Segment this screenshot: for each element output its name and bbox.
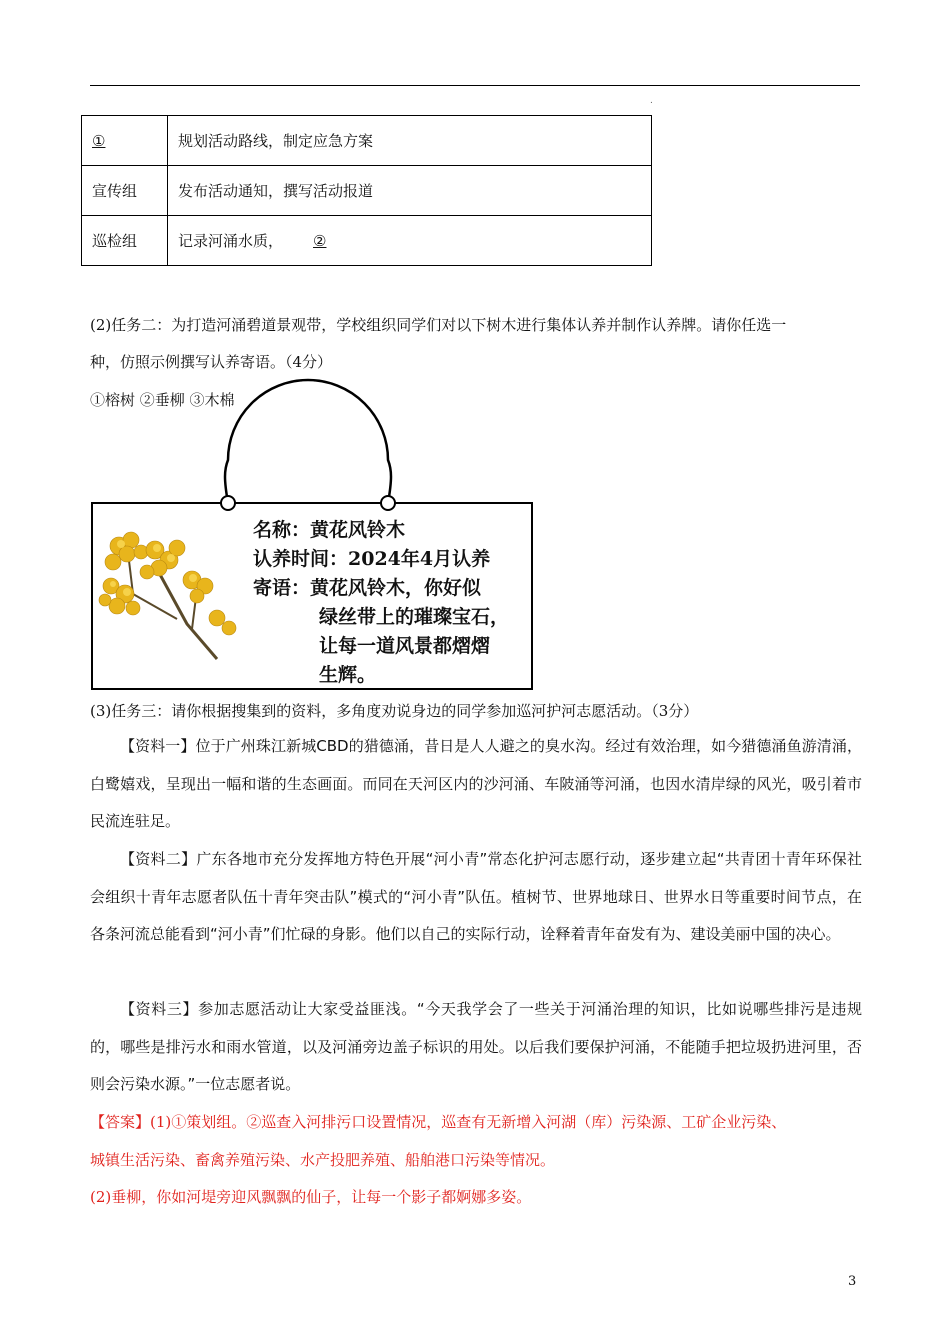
task2-line1: (2)任务二：为打造河涌碧道景观带，学校组织同学们对以下树木进行集体认养并制作认养牌。请你任选一 — [90, 316, 787, 334]
card-name: 名称：黄花风铃木 — [253, 519, 406, 541]
task2-options: ①榕树 ②垂柳 ③木棉 — [90, 391, 235, 409]
answer-line3: (2)垂柳，你如河堤旁迎风飘飘的仙子，让每一个影子都婀娜多姿。 — [90, 1188, 532, 1206]
blank-2: ② — [313, 232, 327, 250]
table-cell-task: 记录河涌水质， ② — [168, 216, 652, 266]
blank-1: ① — [92, 131, 106, 150]
task3-text: (3)任务三：请你根据搜集到的资料，多角度劝说身边的同学参加巡河护河志愿活动。（3分） — [90, 702, 699, 720]
card-message-line: 绿丝带上的璀璨宝石， — [319, 606, 510, 628]
material-1: 【资料一】位于广州珠江新城CBD的猎德涌，昔日是人人避之的臭水沟。经过有效治理，如今猎德涌鱼游清涌，白鹭嬉戏，呈现出一幅和谐的生态画面。而同在天河区内的沙河涌、车陂涌等河涌，也因水清岸绿的风光，吸引着市民流连驻足。 — [90, 737, 862, 830]
card-time: 认养时间：2024年4月认养 — [253, 548, 491, 570]
card-hanger — [0, 0, 950, 520]
table-cell-task: 规划活动路线，制定应急方案 — [168, 116, 652, 166]
answer-line2: 城镇生活污染、畜禽养殖污染、水产投肥养殖、船舶港口污染等情况。 — [90, 1151, 556, 1169]
adoption-card — [91, 502, 533, 690]
card-message-line: 让每一道风景都熠熠 — [319, 635, 491, 657]
answer-line1: 【答案】(1)①策划组。②巡查入河排污口设置情况，巡查有无新增入河湖（库）污染源、工矿企业污染、 — [90, 1113, 787, 1131]
header-dot: . — [650, 96, 653, 106]
card-message-line: 生辉。 — [319, 664, 377, 686]
material-2: 【资料二】广东各地市充分发挥地方特色开展“河小青”常态化护河志愿行动，逐步建立起“共青团十青年环保社会组织十青年志愿者队伍十青年突击队”模式的“河小青”队伍。植树节、世界地球日、世界水日等重要时间节点，在各条河流总能看到“河小青”们忙碌的身影。他们以自己的实际行动，诠释着青年奋发有为、建设美丽中国的决心。 — [90, 850, 862, 943]
table-cell-group: 巡检组 — [82, 216, 168, 266]
page-number: 3 — [848, 1274, 857, 1289]
card-text — [253, 516, 509, 690]
task2-line2: 种，仿照示例撰写认养寄语。（4分） — [90, 353, 333, 371]
table-cell-task: 发布活动通知，撰写活动报道 — [168, 166, 652, 216]
material-3: 【资料三】参加志愿活动让大家受益匪浅。“今天我学会了一些关于河涌治理的知识，比如说哪些排污是违规的，哪些是排污水和雨水管道，以及河涌旁边盖子标识的用处。以后我们要保护河涌，不能随手把垃圾扔进河里，否则会污染水源。”一位志愿者说。 — [90, 1000, 862, 1093]
flower-photo — [97, 524, 243, 664]
card-message: 寄语：黄花风铃木，你好似 — [253, 577, 482, 599]
table-cell-group: 宣传组 — [82, 166, 168, 216]
